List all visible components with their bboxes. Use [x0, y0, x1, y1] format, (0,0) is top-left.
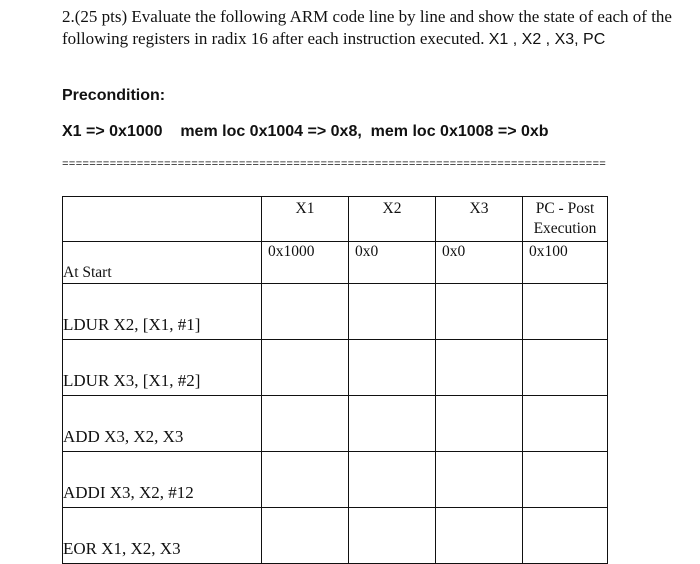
- instruction-label: ADDI X3, X2, #12: [63, 452, 262, 508]
- cell-x1[interactable]: [262, 508, 349, 564]
- cell-x1[interactable]: [262, 396, 349, 452]
- register-state-table: [62, 196, 608, 564]
- cell-x1[interactable]: [262, 340, 349, 396]
- cell-x2: 0x0: [349, 242, 436, 284]
- cell-x2[interactable]: [349, 452, 436, 508]
- header-pc: PC - Post Execution: [523, 197, 608, 242]
- cell-x1[interactable]: [262, 284, 349, 340]
- divider-line: ================================================================================: [62, 161, 607, 170]
- cell-x1: 0x1000: [262, 242, 349, 284]
- instruction-label: ADD X3, X2, X3: [63, 396, 262, 452]
- instruction-label: LDUR X3, [X1, #2]: [63, 340, 262, 396]
- cell-pc[interactable]: [523, 340, 608, 396]
- cell-x3[interactable]: [436, 396, 523, 452]
- question-body: 2.(25 pts) Evaluate the following ARM code line by line and show the state of each of the following registers in radix 16 after each instruction executed.: [62, 7, 672, 48]
- instruction-label: LDUR X2, [X1, #1]: [63, 284, 262, 340]
- cell-x3: 0x0: [436, 242, 523, 284]
- cell-pc[interactable]: [523, 508, 608, 564]
- table-header-row: [63, 197, 608, 242]
- cell-pc: 0x100: [523, 242, 608, 284]
- header-x1: X1: [262, 197, 349, 242]
- table-row: [63, 508, 608, 564]
- table-row: [63, 284, 608, 340]
- precondition-line: X1 => 0x1000 mem loc 0x1004 => 0x8, mem loc 0x1008 => 0xb: [62, 123, 549, 140]
- table-row-start: [63, 242, 608, 284]
- cell-x2[interactable]: [349, 340, 436, 396]
- header-blank: [63, 197, 262, 242]
- cell-pc[interactable]: [523, 284, 608, 340]
- header-x2: X2: [349, 197, 436, 242]
- cell-pc[interactable]: [523, 452, 608, 508]
- table-row: [63, 396, 608, 452]
- question-text: [62, 6, 687, 51]
- question-registers: X1 , X2 , X3, PC: [488, 31, 606, 48]
- cell-x3[interactable]: [436, 452, 523, 508]
- table-row: [63, 340, 608, 396]
- cell-x2[interactable]: [349, 508, 436, 564]
- header-x3: X3: [436, 197, 523, 242]
- cell-x2[interactable]: [349, 284, 436, 340]
- row-label: At Start: [63, 242, 262, 284]
- precondition-title: Precondition:: [62, 87, 166, 104]
- cell-x2[interactable]: [349, 396, 436, 452]
- cell-pc[interactable]: [523, 396, 608, 452]
- cell-x3[interactable]: [436, 340, 523, 396]
- cell-x3[interactable]: [436, 508, 523, 564]
- instruction-label: EOR X1, X2, X3: [63, 508, 262, 564]
- cell-x3[interactable]: [436, 284, 523, 340]
- cell-x1[interactable]: [262, 452, 349, 508]
- table-row: [63, 452, 608, 508]
